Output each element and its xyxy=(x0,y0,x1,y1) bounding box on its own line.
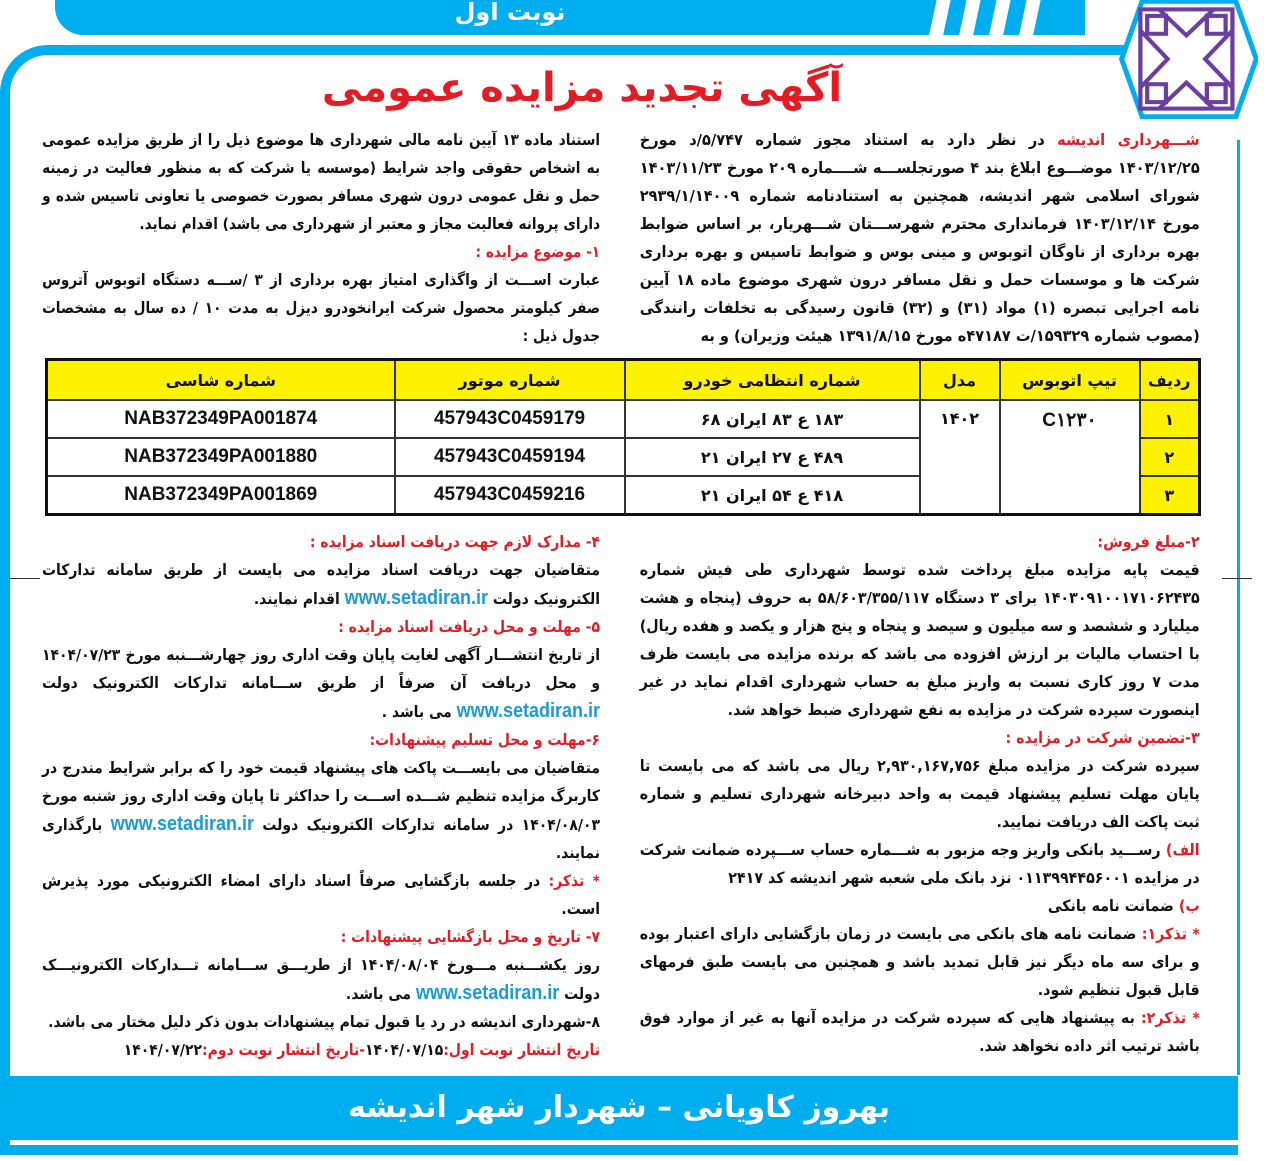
chassis-number: NAB372349PA001869 xyxy=(47,476,395,515)
setadiran-link[interactable]: www.setadiran.ir xyxy=(110,813,255,835)
docs-heading: ۴- مدارک لازم جهت دریافت اسناد مزایده : xyxy=(309,533,600,551)
col-header-bus-type: تیپ اتوبوس xyxy=(1000,360,1140,401)
conditions-left-column xyxy=(42,528,600,1068)
bus-spec-table xyxy=(45,358,1201,516)
engine-number: 457943C0459194 xyxy=(395,438,625,476)
docs-text: متقاضیان جهت دریافت اسناد مزایده می بایست از طریق سامانه تدارکات الکترونیک دولت xyxy=(42,561,600,608)
municipality-name: شـــهرداری اندیشه xyxy=(1057,131,1200,149)
ad-title: آگهی تجدید مزایده عمومی xyxy=(321,65,843,111)
edition-label: نوبت اول xyxy=(454,0,566,26)
divider-tick xyxy=(1222,578,1252,579)
plate-number: ۴۱۸ ع ۵۴ ایران ۲۱ xyxy=(625,476,920,515)
model-year: ۱۴۰۲ xyxy=(920,400,1000,515)
edition-banner xyxy=(55,0,1085,35)
note1-label: * تذکر۱: xyxy=(1142,925,1200,943)
deposit-heading: ۳-تضمین شرکت در مزایده : xyxy=(1005,729,1200,747)
col-header-plate: شماره انتظامی خودرو xyxy=(625,360,920,401)
intro-left-column xyxy=(42,126,600,352)
engine-number: 457943C0459179 xyxy=(395,400,625,438)
note-1 xyxy=(640,920,1200,1004)
col-header-chassis: شماره شاسی xyxy=(47,360,395,401)
note2-label: * تذکر۲: xyxy=(1141,1009,1200,1027)
col-header-engine: شماره موتور xyxy=(395,360,625,401)
setadiran-link[interactable]: www.setadiran.ir xyxy=(344,587,489,609)
setadiran-link[interactable]: www.setadiran.ir xyxy=(415,982,560,1004)
opening-tail: می باشد. xyxy=(345,985,416,1003)
deadline-heading: ۵- مهلت و محل دریافت اسناد مزایده : xyxy=(338,618,600,636)
alef-label: الف) xyxy=(1166,841,1200,859)
item-8: ۸-شهرداری اندیشه در رد یا قبول تمام پیشنهادات بدون ذکر دلیل مختار می باشد. xyxy=(48,1013,600,1031)
bus-type: C۱۲۳۰ xyxy=(1000,400,1140,515)
first-pub-date: ۱۴۰۴/۰۷/۱۵ xyxy=(365,1041,444,1059)
note-2 xyxy=(640,1004,1200,1060)
subject-text: عبارت اســـت از واگذاری امتیاز بهره برداری از ۳ /ســـه دستگاه اتوبوس آتروس صفر کیلومتر محصول شرکت ایرانخودرو دیزل به مدت ۱۰ / ده سال به مشخصات جدول ذیل : xyxy=(42,271,601,345)
note2-text: به پیشنهاد هایی که سپرده شرکت در مزایده آنها به غیر از موارد فوق باشد ترتیب اثر داده نخواهد شد. xyxy=(640,1009,1200,1055)
municipality-logo xyxy=(1108,0,1258,120)
mayor-signature: بهروز کاویانی – شهردار شهر اندیشه xyxy=(347,1090,891,1125)
opening-heading: ۷- تاریخ و محل بازگشایی پیشنهادات : xyxy=(340,928,600,946)
conditions-right-column xyxy=(640,528,1200,1068)
note1-text: ضمانت نامه های بانکی می بایست در زمان بازگشایی دارای اعتبار بوده و برای سه ماه دیگر نیز قابل تمدید باشد و همچنین می بایست طبق فرمهای قابل قبول تنظیم شود. xyxy=(640,925,1200,999)
setadiran-link[interactable]: www.setadiran.ir xyxy=(456,700,600,722)
publication-dates xyxy=(42,1036,600,1064)
chassis-number: NAB372349PA001880 xyxy=(47,438,395,476)
alef-text: رســـید بانکی واریز وجه مزبور به شـــماره حساب ســـپرده ضمانت شرکت در مزایده ۰۱۱۳۹۹۴۴۵۶۰۰۱ نزد بانک ملی شعبه شهر اندیشه کد ۲۴۱۷ xyxy=(640,841,1200,887)
engine-number: 457943C0459216 xyxy=(395,476,625,515)
submit-tail: بارگذاری نمایند. xyxy=(42,816,600,862)
note-text: در جلسه بازگشایی صرفاً اسناد دارای امضاء الکترونیکی مورد پذیرش است. xyxy=(42,872,600,918)
row-index: ۱ xyxy=(1140,400,1200,438)
divider-tick xyxy=(10,578,40,579)
second-pub-label: -تاریخ انتشار نوبت دوم: xyxy=(202,1041,366,1059)
second-pub-date: ۱۴۰۴/۰۷/۲۲ xyxy=(123,1041,203,1059)
intro-right-column xyxy=(640,126,1200,352)
intro-continued-text: استناد ماده ۱۳ آیین نامه مالی شهرداری ها موضوع ذیل را از طریق مزایده عمومی به اشخاص حقوقی واجد شرایط (موسسه یا شرکت که به منظور فعالیت در زمینه حمل و نقل عمومی درون شهری مسافر بصورت خصوصی یا تعاونی تاسیس شده و دارای پروانه فعالیت مجاز و معتبر از شهرداری می باشد) اقدام نماید. xyxy=(42,131,600,233)
deadline-text: از تاریخ انتشـــار آگهی لغایت پایان وقت اداری روز چهارشـــنبه مورخ ۱۴۰۴/۰۷/۲۳ و محل دریافت آن صرفاً از طریق ســـامانه تدارکات الکترونیک دولت xyxy=(42,646,601,692)
row-index: ۳ xyxy=(1140,476,1200,515)
deposit-text: سپرده شرکت در مزایده مبلغ ۲,۹۳۰,۱۶۷,۷۵۶ ریال می باشد که می بایست تا پایان مهلت تسلیم پیشنهاد قیمت به واحد دبیرخانه شهرداری تسلیم و شماره ثبت پاکت الف دریافت نمایید. xyxy=(640,757,1201,831)
first-pub-label: تاریخ انتشار نوبت اول: xyxy=(443,1041,600,1059)
option-be xyxy=(640,892,1200,920)
row-index: ۲ xyxy=(1140,438,1200,476)
be-label: ب) xyxy=(1179,897,1200,915)
deadline-tail: می باشد . xyxy=(381,703,457,721)
docs-tail: اقدام نمایند. xyxy=(253,590,345,608)
intro-text: در نظر دارد به استناد مجوز شماره ۵/۷۴۷/د مورخ ۱۴۰۳/۱۲/۲۵ موضـــوع ابلاغ بند ۴ صورتجلســـه شــــماره ۲۰۹ مورخ ۱۴۰۳/۱۱/۲۳ شورای اسلامی شهر اندیشه، همچنین به استنادنامه شماره ۲۹۳۹/۱/۱۴۰۰۹ مورخ ۱۴۰۳/۱۲/۱۴ فرمانداری محترم شهرســـتان شـــهریار، بر اساس ضوابط بهره برداری از ناوگان اتوبوس و مینی بوس و ضوابط تاسیس و بهره برداری شرکت ها و موسسات حمل و نقل مسافر درون شهری موضوع ماده ۱۸ آیین نامه اجرایی تبصره (۱) مواد (۳۱) و (۳۲) قانون رسیدگی به تخلفات رانندگی (مصوب شماره ۱۵۹۳۲۹/ت ۴۷۱۸۷ه مورخ ۱۳۹۱/۸/۱۵ هیئت وزیران) و به xyxy=(640,131,1200,345)
chassis-number: NAB372349PA001874 xyxy=(47,400,395,438)
option-alef xyxy=(640,836,1200,892)
col-header-index: ردیف xyxy=(1140,360,1200,401)
note-label: * تذکر: xyxy=(548,872,600,890)
submit-text: متقاضیان می بایســـت پاکت های پیشنهاد قیمت خود را که برابر شرایط مندرج در کاربرگ مزایده تنظیم شـــده اســـت را حداکثر تا پایان وقت اداری روز شنبه مورخ ۱۴۰۴/۰۸/۰۳ در سامانه تدارکات الکترونیک دولت xyxy=(42,759,600,834)
price-text: قیمت پایه مزایده مبلغ پرداخت شده توسط شهرداری طی فیش شماره ۱۴۰۳۰۹۱۰۰۱۷۱۰۶۲۴۳۵ برای ۳ دستگاه ۵۸/۶۰۳/۳۵۵/۱۱۷ به حروف (پنجاه و هشت میلیارد و ششصد و سه میلیون و سیصد و پنجاه و پنج هزار و یکصد و هفده ریال) با احتساب مالیات بر ارزش افزوده می باشد که برنده مزایده می بایست ظرف مدت ۷ روز کاری نسبت به واریز مبلغ به حساب شهرداری اقدام نماید در غیر اینصورت سپرده شرکت در مزایده به نفع شهرداری ضبط خواهد شد. xyxy=(640,561,1200,719)
plate-number: ۱۸۳ ع ۸۳ ایران ۶۸ xyxy=(625,400,920,438)
table-header-row xyxy=(47,360,1200,401)
col-header-model: مدل xyxy=(920,360,1000,401)
subject-heading: ۱- موضوع مزایده : xyxy=(475,243,600,261)
frame-right-border xyxy=(1237,140,1240,1075)
be-text: ضمانت نامه بانکی xyxy=(1048,897,1180,915)
submit-heading: ۶-مهلت و محل تسلیم پیشنهادات: xyxy=(369,731,600,749)
banner-stripes xyxy=(925,0,1065,35)
plate-number: ۴۸۹ ع ۲۷ ایران ۲۱ xyxy=(625,438,920,476)
signature-footer xyxy=(0,1076,1238,1140)
opening-text: روز یکشـــنبه مـــورخ ۱۴۰۴/۰۸/۰۴ از طریـــق ســـامانه تـــدارکات الکترونیـــک دولت xyxy=(42,956,600,1003)
table-row xyxy=(47,400,1200,438)
price-heading: ۲-مبلغ فروش: xyxy=(1097,533,1200,551)
